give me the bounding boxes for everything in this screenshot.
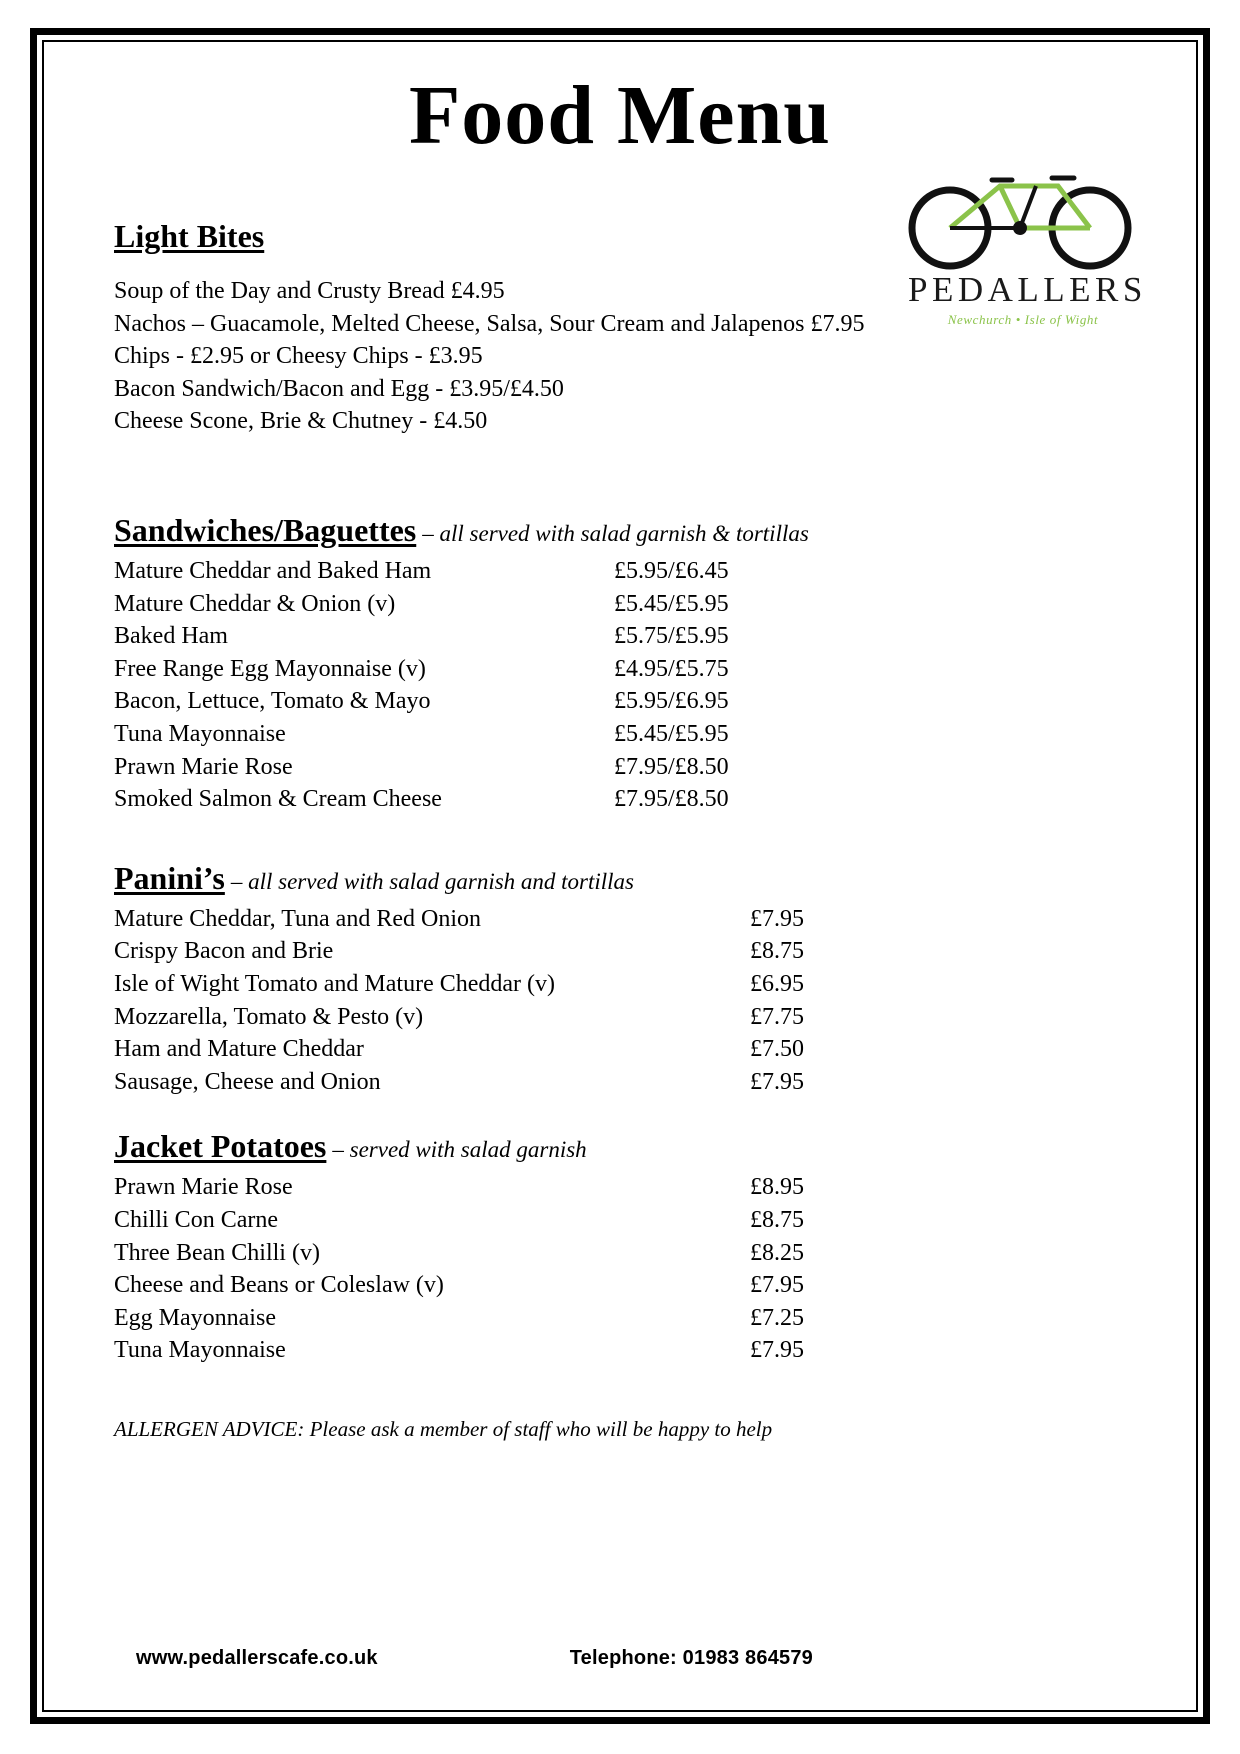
item-name: Tuna Mayonnaise xyxy=(114,1337,286,1364)
section-title: Sandwiches/Baguettes xyxy=(114,512,417,549)
list-item: Nachos – Guacamole, Melted Cheese, Salsa, Sour Cream and Jalapenos £7.95 xyxy=(114,310,865,337)
item-name: Cheese and Beans or Coleslaw (v) xyxy=(114,1272,444,1299)
menu-row xyxy=(114,783,814,816)
menu-row xyxy=(114,555,814,588)
menu-row xyxy=(114,620,814,653)
section-paninis xyxy=(114,860,1138,1099)
section-note: – all served with salad garnish & tortillas xyxy=(422,521,809,547)
item-price: £8.25 xyxy=(750,1239,804,1266)
sandwiches-list xyxy=(114,555,1138,816)
spacer xyxy=(114,816,1138,860)
list-item: Bacon Sandwich/Bacon and Egg - £3.95/£4.50 xyxy=(114,375,564,402)
section-heading xyxy=(114,860,1138,897)
menu-row xyxy=(114,1171,804,1204)
section-heading xyxy=(114,1128,1138,1165)
menu-row xyxy=(114,751,814,784)
item-price: £8.75 xyxy=(750,1206,804,1233)
menu-row xyxy=(114,1237,804,1270)
item-name: Ham and Mature Cheddar xyxy=(114,1036,364,1063)
section-title: Panini’s xyxy=(114,859,225,896)
item-name: Prawn Marie Rose xyxy=(114,1174,293,1201)
menu-row xyxy=(114,1033,804,1066)
menu-row xyxy=(114,718,814,751)
item-name: Prawn Marie Rose xyxy=(114,753,293,780)
section-heading xyxy=(114,512,1138,549)
item-price: £5.95/£6.45 xyxy=(614,557,729,584)
spacer xyxy=(114,1098,1138,1128)
item-price: £8.75 xyxy=(750,938,804,965)
list-item: Chips - £2.95 or Cheesy Chips - £3.95 xyxy=(114,343,483,370)
item-price: £7.95/£8.50 xyxy=(614,753,729,780)
list-item: Soup of the Day and Crusty Bread £4.95 xyxy=(114,277,505,304)
item-name: Isle of Wight Tomato and Mature Cheddar (v) xyxy=(114,970,556,997)
item-name: Mature Cheddar, Tuna and Red Onion xyxy=(114,905,481,932)
item-price: £7.95 xyxy=(750,1337,804,1364)
item-name: Bacon, Lettuce, Tomato & Mayo xyxy=(114,688,431,715)
item-price: £5.45/£5.95 xyxy=(614,590,729,617)
item-price: £8.95 xyxy=(750,1174,804,1201)
section-sandwiches-baguettes xyxy=(114,512,1138,816)
menu-row xyxy=(114,1302,804,1335)
item-price: £5.75/£5.95 xyxy=(614,623,729,650)
menu-sections xyxy=(102,218,1147,1442)
item-price: £6.95 xyxy=(750,970,804,997)
item-name: Crispy Bacon and Brie xyxy=(114,938,334,965)
item-price: £7.95 xyxy=(750,1272,804,1299)
item-name: Mozzarella, Tomato & Pesto (v) xyxy=(114,1003,424,1030)
menu-row xyxy=(114,935,804,968)
menu-row xyxy=(114,1001,804,1034)
item-name: Smoked Salmon & Cream Cheese xyxy=(114,786,442,813)
item-price: £7.50 xyxy=(750,1036,804,1063)
section-jacket-potatoes xyxy=(114,1128,1138,1367)
menu-row xyxy=(114,903,804,936)
item-price: £7.95/£8.50 xyxy=(614,786,729,813)
item-price: £5.45/£5.95 xyxy=(614,721,729,748)
menu-row xyxy=(114,1334,804,1367)
section-note: – served with salad garnish xyxy=(332,1137,587,1163)
menu-row xyxy=(114,1204,804,1237)
allergen-notice: ALLERGEN ADVICE: Please ask a member of staff who will be happy to help xyxy=(114,1417,773,1441)
bicycle-icon xyxy=(908,156,1138,276)
item-price: £5.95/£6.95 xyxy=(614,688,729,715)
menu-row xyxy=(114,1269,804,1302)
brand-name: PEDALLERS xyxy=(908,270,1147,309)
jacket-potatoes-list xyxy=(114,1171,1138,1367)
menu-row xyxy=(114,653,814,686)
item-price: £7.25 xyxy=(750,1304,804,1331)
item-price: £7.95 xyxy=(750,905,804,932)
menu-row xyxy=(114,968,804,1001)
website-text: www.pedallerscafe.co.uk xyxy=(136,1647,378,1669)
paninis-list xyxy=(114,903,1138,1099)
item-name: Egg Mayonnaise xyxy=(114,1304,276,1331)
section-title: Jacket Potatoes xyxy=(114,1128,327,1165)
spacer xyxy=(114,438,1138,512)
brand-tagline: Newchurch • Isle of Wight xyxy=(947,312,1099,327)
page-footer xyxy=(102,1647,1138,1670)
telephone-text: Telephone: 01983 864579 xyxy=(569,1647,813,1669)
page-title: Food Menu xyxy=(408,69,832,162)
menu-row xyxy=(114,1066,804,1099)
item-name: Mature Cheddar & Onion (v) xyxy=(114,590,396,617)
item-name: Sausage, Cheese and Onion xyxy=(114,1068,381,1095)
item-price: £4.95/£5.75 xyxy=(614,655,729,682)
pedallers-logo xyxy=(908,156,1147,361)
item-name: Mature Cheddar and Baked Ham xyxy=(114,557,432,584)
section-title: Light Bites xyxy=(114,218,265,255)
menu-row xyxy=(114,685,814,718)
item-name: Tuna Mayonnaise xyxy=(114,721,286,748)
list-item: Cheese Scone, Brie & Chutney - £4.50 xyxy=(114,408,488,435)
item-price: £7.75 xyxy=(750,1003,804,1030)
item-price: £7.95 xyxy=(750,1068,804,1095)
item-name: Three Bean Chilli (v) xyxy=(114,1239,320,1266)
menu-content xyxy=(50,48,1190,1704)
menu-row xyxy=(114,588,814,621)
section-note: – all served with salad garnish and tortillas xyxy=(230,868,635,894)
item-name: Free Range Egg Mayonnaise (v) xyxy=(114,655,426,682)
item-name: Chilli Con Carne xyxy=(114,1206,278,1233)
item-name: Baked Ham xyxy=(114,623,228,650)
